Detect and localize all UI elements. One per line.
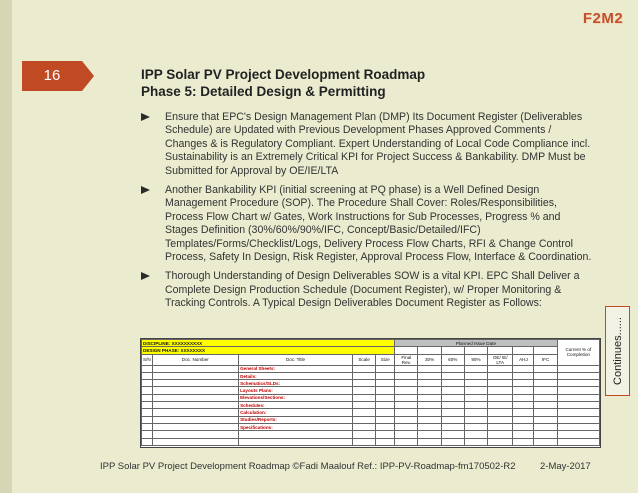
p60-header: 60% [441, 354, 464, 365]
planned-issue-date-header: Planned Issue Date [395, 340, 557, 347]
category-cell: Layouts Plans: [239, 387, 353, 394]
footer-reference: IPP Solar PV Project Development Roadmap ©Fadi Maalouf Ref.: IPP-PV-Roadmap-fm170502-R2 [100, 461, 516, 472]
table-row [142, 431, 600, 438]
doc-title-header: Doc. Title [239, 354, 353, 365]
category-cell: Calculation: [239, 409, 353, 416]
left-stripe [0, 0, 12, 493]
continues-box [605, 306, 630, 396]
final-rev-header: Final Rev. [395, 354, 418, 365]
category-cell: General Sheets: [239, 365, 353, 372]
size-header: Size [376, 354, 395, 365]
bullet-arrow-icon [141, 186, 150, 194]
table-row [142, 438, 600, 445]
table-row [142, 380, 600, 387]
category-cell: Details: [239, 372, 353, 379]
bullet-text: Ensure that EPC's Design Management Plan (DMP) Its Document Register (Deliverables Schedule) are Updated with Previous Development Phases Approved Comments / Changes & is Regulatory Compliant. Expert Understanding of Local Code Compliance incl. Sustainability is an Extremely Critical KPI for Project Success & Bankability. DMP Must be Submitted for Approval by OE/IE/LTA [165, 111, 591, 177]
category-cell: Schematics/SLDs: [239, 380, 353, 387]
category-cell: Elevations/Sections: [239, 394, 353, 401]
design-phase-label: DESIGN PHASE: XXXXXXXX [142, 347, 395, 354]
f2m2-logo: F2M2 [582, 9, 624, 27]
table-row [142, 387, 600, 394]
title-line-2: Phase 5: Detailed Design & Permitting [141, 84, 386, 99]
bullet-item [141, 184, 596, 264]
table-row [142, 372, 600, 379]
table-row [142, 402, 600, 409]
table-row [142, 409, 600, 416]
p30-header: 30% [418, 354, 441, 365]
slide-number-badge [22, 61, 82, 91]
title-line-1: IPP Solar PV Project Development Roadmap [141, 67, 426, 82]
bullet-list [141, 111, 596, 317]
ifc-header: IFC [534, 354, 557, 365]
discipline-label: DISCIPLINE: XXXXXXXXXX [142, 340, 395, 347]
ahj-header: AHJ [513, 354, 534, 365]
bullet-arrow-icon [141, 113, 150, 121]
bullet-text: Thorough Understanding of Design Deliverables SOW is a vital KPI. EPC Shall Deliver a Complete Design Production Schedule (Document Register), w/ Proper Monitoring & Tracking Controls. A Typical Design Deliverables Document Register as Follows: [165, 270, 580, 310]
scale-header: Scale [353, 354, 376, 365]
oe-ie-lta-header: OE/ IE/ LTA [488, 354, 513, 365]
category-cell: Specifications: [239, 423, 353, 430]
bullet-item [141, 270, 596, 310]
doc-number-header: Doc. Number [152, 354, 239, 365]
slide-title [141, 66, 581, 100]
continues-label: Continues...... [611, 317, 624, 385]
bullet-arrow-icon [141, 272, 150, 280]
table-row [142, 423, 600, 430]
table-row [142, 365, 600, 372]
bullet-item [141, 111, 596, 178]
footer-date: 2-May-2017 [540, 461, 591, 472]
p90-header: 90% [464, 354, 487, 365]
sn-header: S/N [142, 354, 153, 365]
document-register-table [140, 338, 601, 448]
table-row [142, 416, 600, 423]
bullet-text: Another Bankability KPI (initial screening at PQ phase) is a Well Defined Design Management Procedure (SOP). The Procedure Shall Cover: Roles/Responsibilities, Process Flow Chart w/ Gates, Work Instructions for Sub Processes, Progress % and Stages Definition (30%/60%/90%/IFC, Concept/Basic/Detailed/IFC) Templates/Forms/Checklist/Logs, Delivery Process Flow Charts, RFI & Change Control Process, Safety In Design, Risk Register, Approval Process Flow, Interface & Coordination. [165, 184, 592, 264]
category-cell: Studies/Reports: [239, 416, 353, 423]
table-row [142, 394, 600, 401]
category-cell: Schedules: [239, 402, 353, 409]
slide-number: 16 [43, 67, 61, 84]
current-completion-header: Current % of Completion [557, 340, 599, 366]
